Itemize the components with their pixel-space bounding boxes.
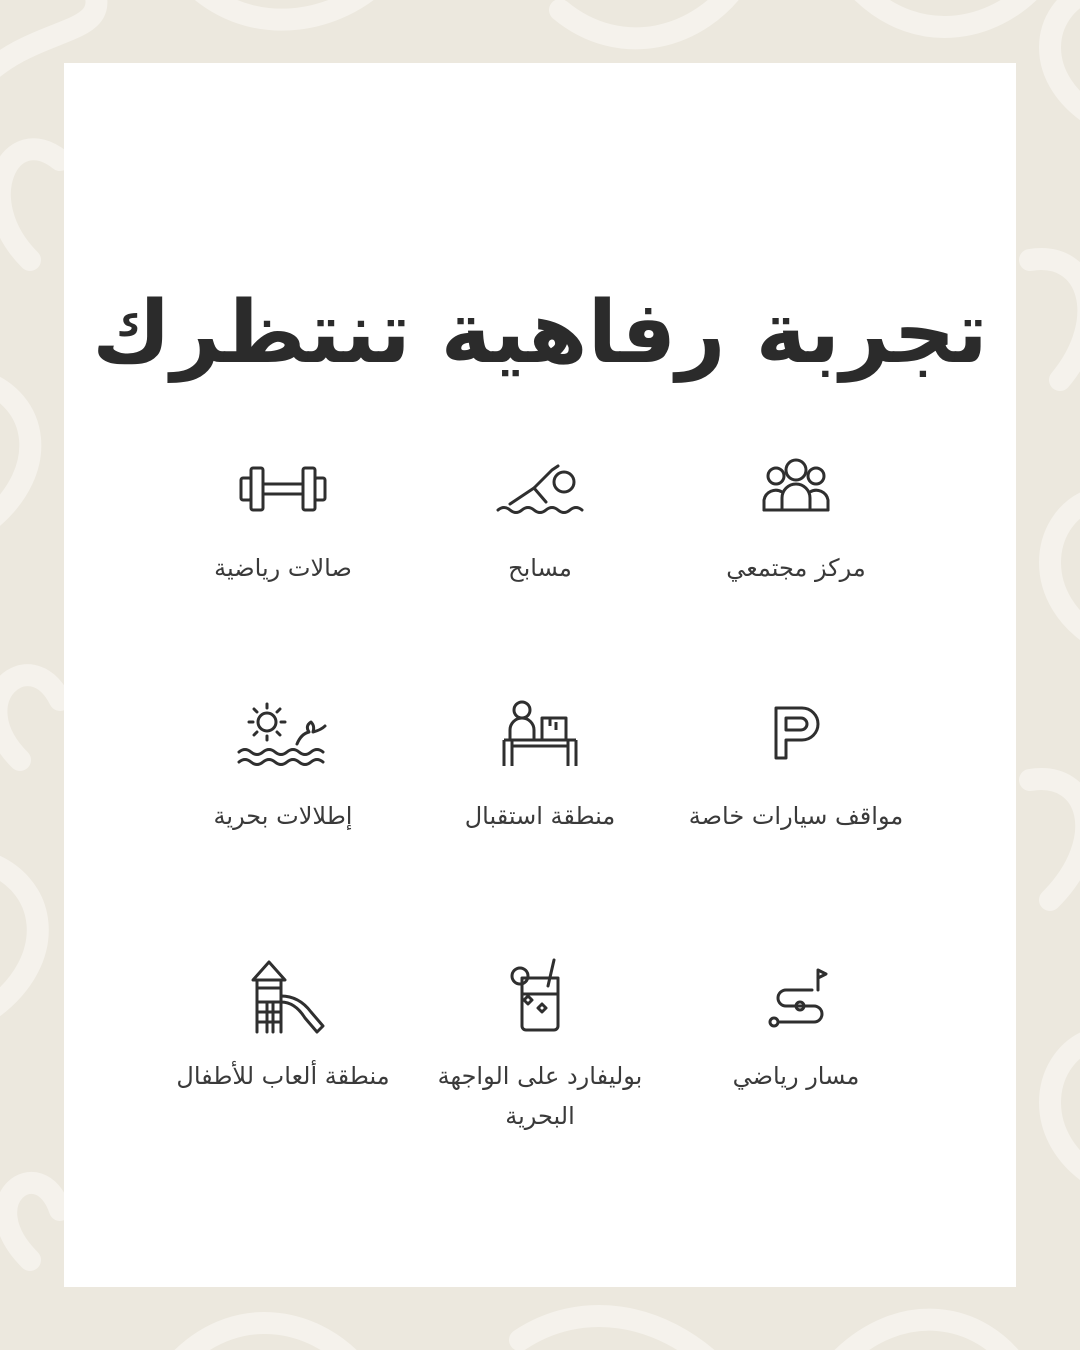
amenity-label: إطلالات بحرية [213,802,353,830]
content-card [64,63,1016,1287]
amenity-reception [430,696,650,836]
amenity-sea-views [173,696,393,836]
parking-icon [746,696,846,786]
amenity-label: منطقة ألعاب للأطفال [176,1062,390,1090]
amenity-parking [686,696,906,836]
amenity-boulevard [430,956,650,1136]
amenity-label: مسار رياضي [732,1062,860,1090]
swimmer-icon [490,448,590,538]
amenity-kids-play-area [173,956,393,1096]
reception-desk-icon [490,696,590,786]
amenity-label: بوليفارد على الواجهة البحرية [437,1062,643,1130]
community-people-icon [746,448,846,538]
playground-slide-icon [233,956,333,1046]
amenity-label: مسابح [508,554,572,582]
amenity-sports-track [686,956,906,1096]
sports-track-icon [746,956,846,1046]
amenities-grid [64,63,1016,1287]
amenity-label: مركز مجتمعي [726,554,866,582]
amenity-pools [430,448,650,588]
amenity-label: منطقة استقبال [464,802,616,830]
amenity-community-center [686,448,906,588]
sea-view-icon [233,696,333,786]
amenity-label: مواقف سيارات خاصة [688,802,904,830]
drink-glass-icon [490,956,590,1046]
dumbbell-icon [233,448,333,538]
amenity-label: صالات رياضية [214,554,352,582]
amenity-gyms [173,448,393,588]
page-title: تجربة رفاهية تنتظرك [92,283,988,383]
